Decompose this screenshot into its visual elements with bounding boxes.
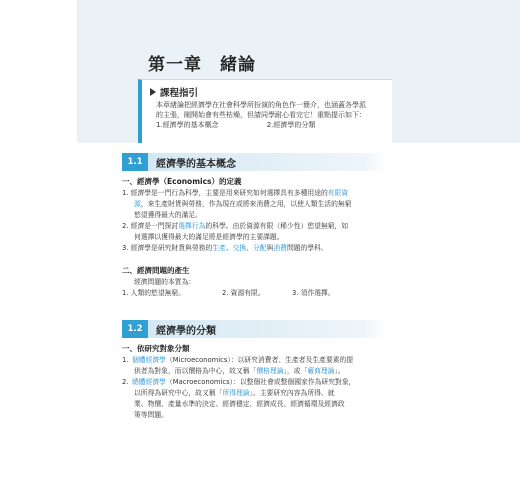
text: 1. [122,356,129,364]
text: 」。 [334,367,345,375]
list-item: 1. 人類的慾望無窮。 [122,289,186,297]
section-heading [122,153,388,171]
text: 、 [246,244,253,252]
classification-paragraph [122,355,394,421]
course-guide-title: 課程指引 [160,88,199,99]
keyword: 生產 [212,244,226,252]
economic-problem-paragraph [122,277,394,299]
guide-line: 本章緒論把經濟學在社會科學所扮演的角色作一簡介，也涵蓋各學派 [156,101,366,109]
text: 2. 經濟是一門探討 [122,222,179,230]
text: 問題的學科。 [286,244,328,252]
subheading: 一、依研究對象分類 [122,344,190,353]
guide-line: 的主張，剛開始會有些枯燥，但請同學耐心看完它！重點提示如下： [156,111,366,119]
keyword: 選擇行為 [178,222,206,230]
text: 」。主要研究內容為所得、就 [249,389,335,397]
text: 以所得為研究中心，故又稱「 [134,389,223,397]
course-guide-box [138,79,392,143]
text: 業、物價、產量水準的決定、經濟穩定、經濟成長、經濟循環及經濟政 [134,400,345,408]
section-heading [122,320,388,338]
text: 經濟問題的本質為： [134,278,196,286]
keyword: 有限資 [327,189,349,197]
guide-item: 2.經濟學的分類 [266,121,316,129]
section-number: 1.1 [122,153,148,171]
section-number: 1.2 [122,320,148,338]
text: 慾望獲得最大的滿足。 [134,211,202,219]
list-item: 3. 須作選擇。 [292,289,335,297]
keyword: 源 [134,200,141,208]
text: （Macroeconomics）：以整個社會或整個國家作為研究對象， [165,378,356,386]
text: 3. 經濟學是研究財貨與勞務的 [122,244,213,252]
text: 何選擇以獲得最大的滿足將是經濟學的主要課題。 [134,233,284,241]
keyword: 廠商理論 [307,367,335,375]
triangle-right-icon [150,88,156,96]
text: 」，或「 [283,367,308,375]
keyword: 分配 [253,244,267,252]
keyword: 個體經濟學 [132,356,166,364]
keyword: 所得理論 [222,389,250,397]
keyword: 價格理論 [256,367,284,375]
text: 的科學。由於資源有限（稀少性）慾望無窮，如 [205,222,349,230]
section-title: 經濟學的基本概念 [148,153,388,171]
course-guide-heading [150,85,198,99]
subheading: 二、經濟問題的產生 [122,266,190,275]
keyword: 總體經濟學 [132,378,166,386]
course-guide-text [156,100,396,130]
text: ，來生產財貨與勞務，作為現在或將來消費之用，以使人類生活的無窮 [140,200,352,208]
chapter-title: 第一章 緒論 [148,55,256,75]
text: 與 [266,244,274,252]
definition-paragraph [122,188,394,254]
section-title: 經濟學的分類 [148,320,388,338]
text: 策等問題。 [134,411,168,419]
guide-item: 1.經濟學的基本概念 [156,121,219,129]
text: （Microeconomics）：以研究消費者、生產者及生產要素的提 [165,356,354,364]
text: 、 [225,244,233,252]
text: 供者為對象，而以價格為中心，故又稱「 [134,367,257,375]
keyword: 交換 [232,244,247,252]
text: 1. 經濟學是一門行為科學，主要是用來研究如何選擇具有多種用途的 [122,189,328,197]
list-item: 2. 資源有限。 [222,289,265,297]
keyword: 消費 [273,244,287,252]
subheading: 一、經濟學（Economics）的定義 [122,177,242,186]
text: 2. [122,378,129,386]
